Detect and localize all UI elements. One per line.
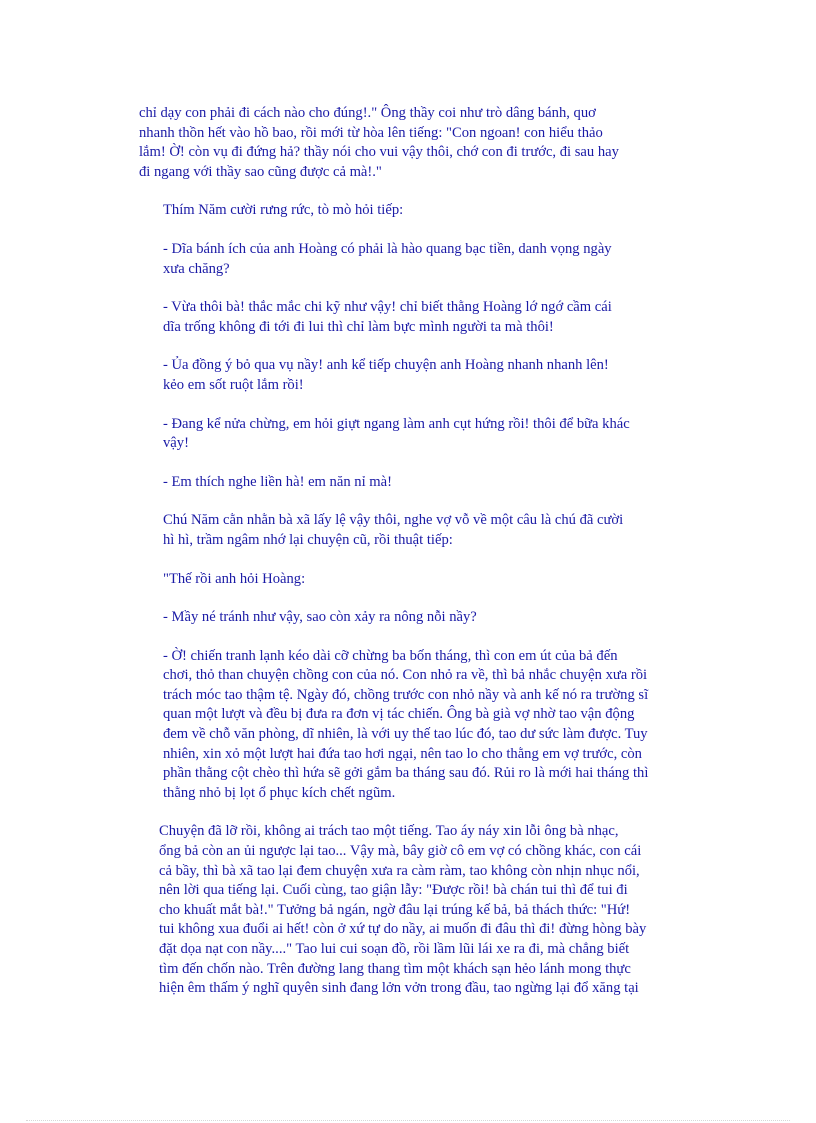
text-line: nhanh thồn hết vào hồ bao, rồi mới từ hòa lên tiếng: "Con ngoan! con hiểu thảo (139, 124, 603, 141)
paragraph (139, 104, 679, 182)
text-line: "Thế rồi anh hỏi Hoàng: (163, 570, 306, 587)
text-line: kẻo em sốt ruột lắm rồi! (163, 376, 304, 393)
text-line: cả bầy, thì bà xã tao lại đem chuyện xưa ra càm ràm, tao không còn nhịn nhục nổi, (159, 862, 640, 879)
text-line: hì hì, trầm ngâm nhớ lại chuyện cũ, rồi thuật tiếp: (163, 531, 453, 548)
text-line: trách móc tao thậm tệ. Ngày đó, chồng trước con nhỏ nầy và anh kế nó ra trường sĩ (163, 686, 649, 703)
text-line: chỉ dạy con phải đi cách nào cho đúng!." Ông thầy coi như trò dâng bánh, quơ (139, 105, 596, 121)
text-line: đặt dọa nạt con nầy...." Tao lui cui soạn đồ, rồi lầm lũi lái xe ra đi, mà chẳng biết (159, 941, 630, 957)
page-bottom-divider (26, 1120, 790, 1121)
text-line: quan một lượt và đều bị đưa ra đơn vị tác chiến. Ông bà già vợ nhờ tao vận động (163, 706, 635, 723)
text-line: vậy! (163, 435, 189, 452)
text-line: chơi, thỏ than chuyện chồng con của nó. Con nhỏ ra về, thì bả nhắc chuyện xưa rồi (163, 667, 648, 684)
text-line: lắm! Ờ! còn vụ đi đứng hả? thầy nói cho vui vậy thôi, chớ con đi trước, đi sau hay (139, 144, 619, 161)
text-line: - Vừa thôi bà! thắc mắc chi kỹ như vậy! chỉ biết thằng Hoàng lớ ngớ cầm cái (163, 299, 612, 316)
text-line: nên lời qua tiếng lại. Cuối cùng, tao giận lẫy: "Được rồi! bà chán tui thì để tui đi (159, 882, 628, 899)
text-line: hiện êm thấm ý nghĩ quyên sinh đang lởn vởn trong đầu, tao ngừng lại đổ xăng tại (159, 980, 639, 997)
text-line: Thím Năm cười rưng rức, tò mò hỏi tiếp: (163, 202, 404, 219)
paragraph (139, 415, 679, 454)
text-line: đem về chỗ văn phòng, dĩ nhiên, là với uy thế tao lúc đó, tao dư sức làm được. Tuy (163, 726, 648, 743)
paragraph (139, 822, 679, 998)
text-line: - Mầy né tránh như vậy, sao còn xảy ra nông nỗi nầy? (163, 609, 477, 626)
text-line: - Ủa đồng ý bỏ qua vụ nầy! anh kể tiếp chuyện anh Hoàng nhanh nhanh lên! (163, 357, 609, 374)
text-line: nhiên, xin xỏ một lượt hai đứa tao hơi ngại, nên tao lo cho thằng em vợ trước, còn (163, 745, 642, 762)
paragraph (139, 570, 679, 590)
text-line: thằng nhỏ bị lọt ổ phục kích chết ngũm. (163, 784, 396, 801)
paragraph (139, 201, 679, 221)
text-line: đi ngang với thầy sao cũng được cả mà!." (139, 163, 382, 180)
paragraph (139, 473, 679, 493)
paragraph (139, 240, 679, 279)
text-line: phần thằng cột chèo thì hứa sẽ gởi gắm ba tháng sau đó. Rủi ro là mới hai tháng thì (163, 765, 649, 782)
paragraph (139, 608, 679, 628)
text-line: - Dĩa bánh ích của anh Hoàng có phải là hào quang bạc tiền, danh vọng ngày (163, 240, 612, 257)
paragraph (139, 356, 679, 395)
paragraph (139, 298, 679, 337)
text-line: xưa chăng? (163, 260, 230, 277)
text-line: Chú Năm cằn nhằn bà xã lấy lệ vậy thôi, nghe vợ vỗ về một câu là chú đã cười (163, 512, 624, 529)
text-line: tìm đến chốn nào. Trên đường lang thang tìm một khách sạn hẻo lánh mong thực (159, 960, 631, 977)
text-line: tui không xua đuổi ai hết! còn ở xứ tự do nầy, ai muốn đi đâu thì đi! đừng hòng bày (159, 921, 647, 938)
paragraph (139, 647, 679, 804)
text-line: Chuyện đã lỡ rồi, không ai trách tao một tiếng. Tao áy náy xin lỗi ông bà nhạc, (159, 823, 619, 840)
paragraph (139, 511, 679, 550)
text-line: - Em thích nghe liền hà! em năn nỉ mà! (163, 473, 392, 490)
document-page (139, 104, 679, 1018)
text-line: - Ờ! chiến tranh lạnh kéo dài cỡ chừng ba bốn tháng, thì con em út của bả đến (163, 647, 618, 664)
text-line: - Đang kể nửa chừng, em hỏi giựt ngang làm anh cụt hứng rồi! thôi để bữa khác (163, 415, 630, 432)
text-line: ổng bả còn an ủi ngược lại tao... Vậy mà, bây giờ cô em vợ có chồng khác, con cái (159, 843, 642, 860)
text-line: cho khuất mắt bà!." Tưởng bả ngán, ngờ đâu lại trúng kế bả, bả thách thức: "Hứ! (159, 901, 631, 918)
text-line: dĩa trống không đi tới đi lui thì chỉ làm bực mình người ta mà thôi! (163, 318, 554, 335)
